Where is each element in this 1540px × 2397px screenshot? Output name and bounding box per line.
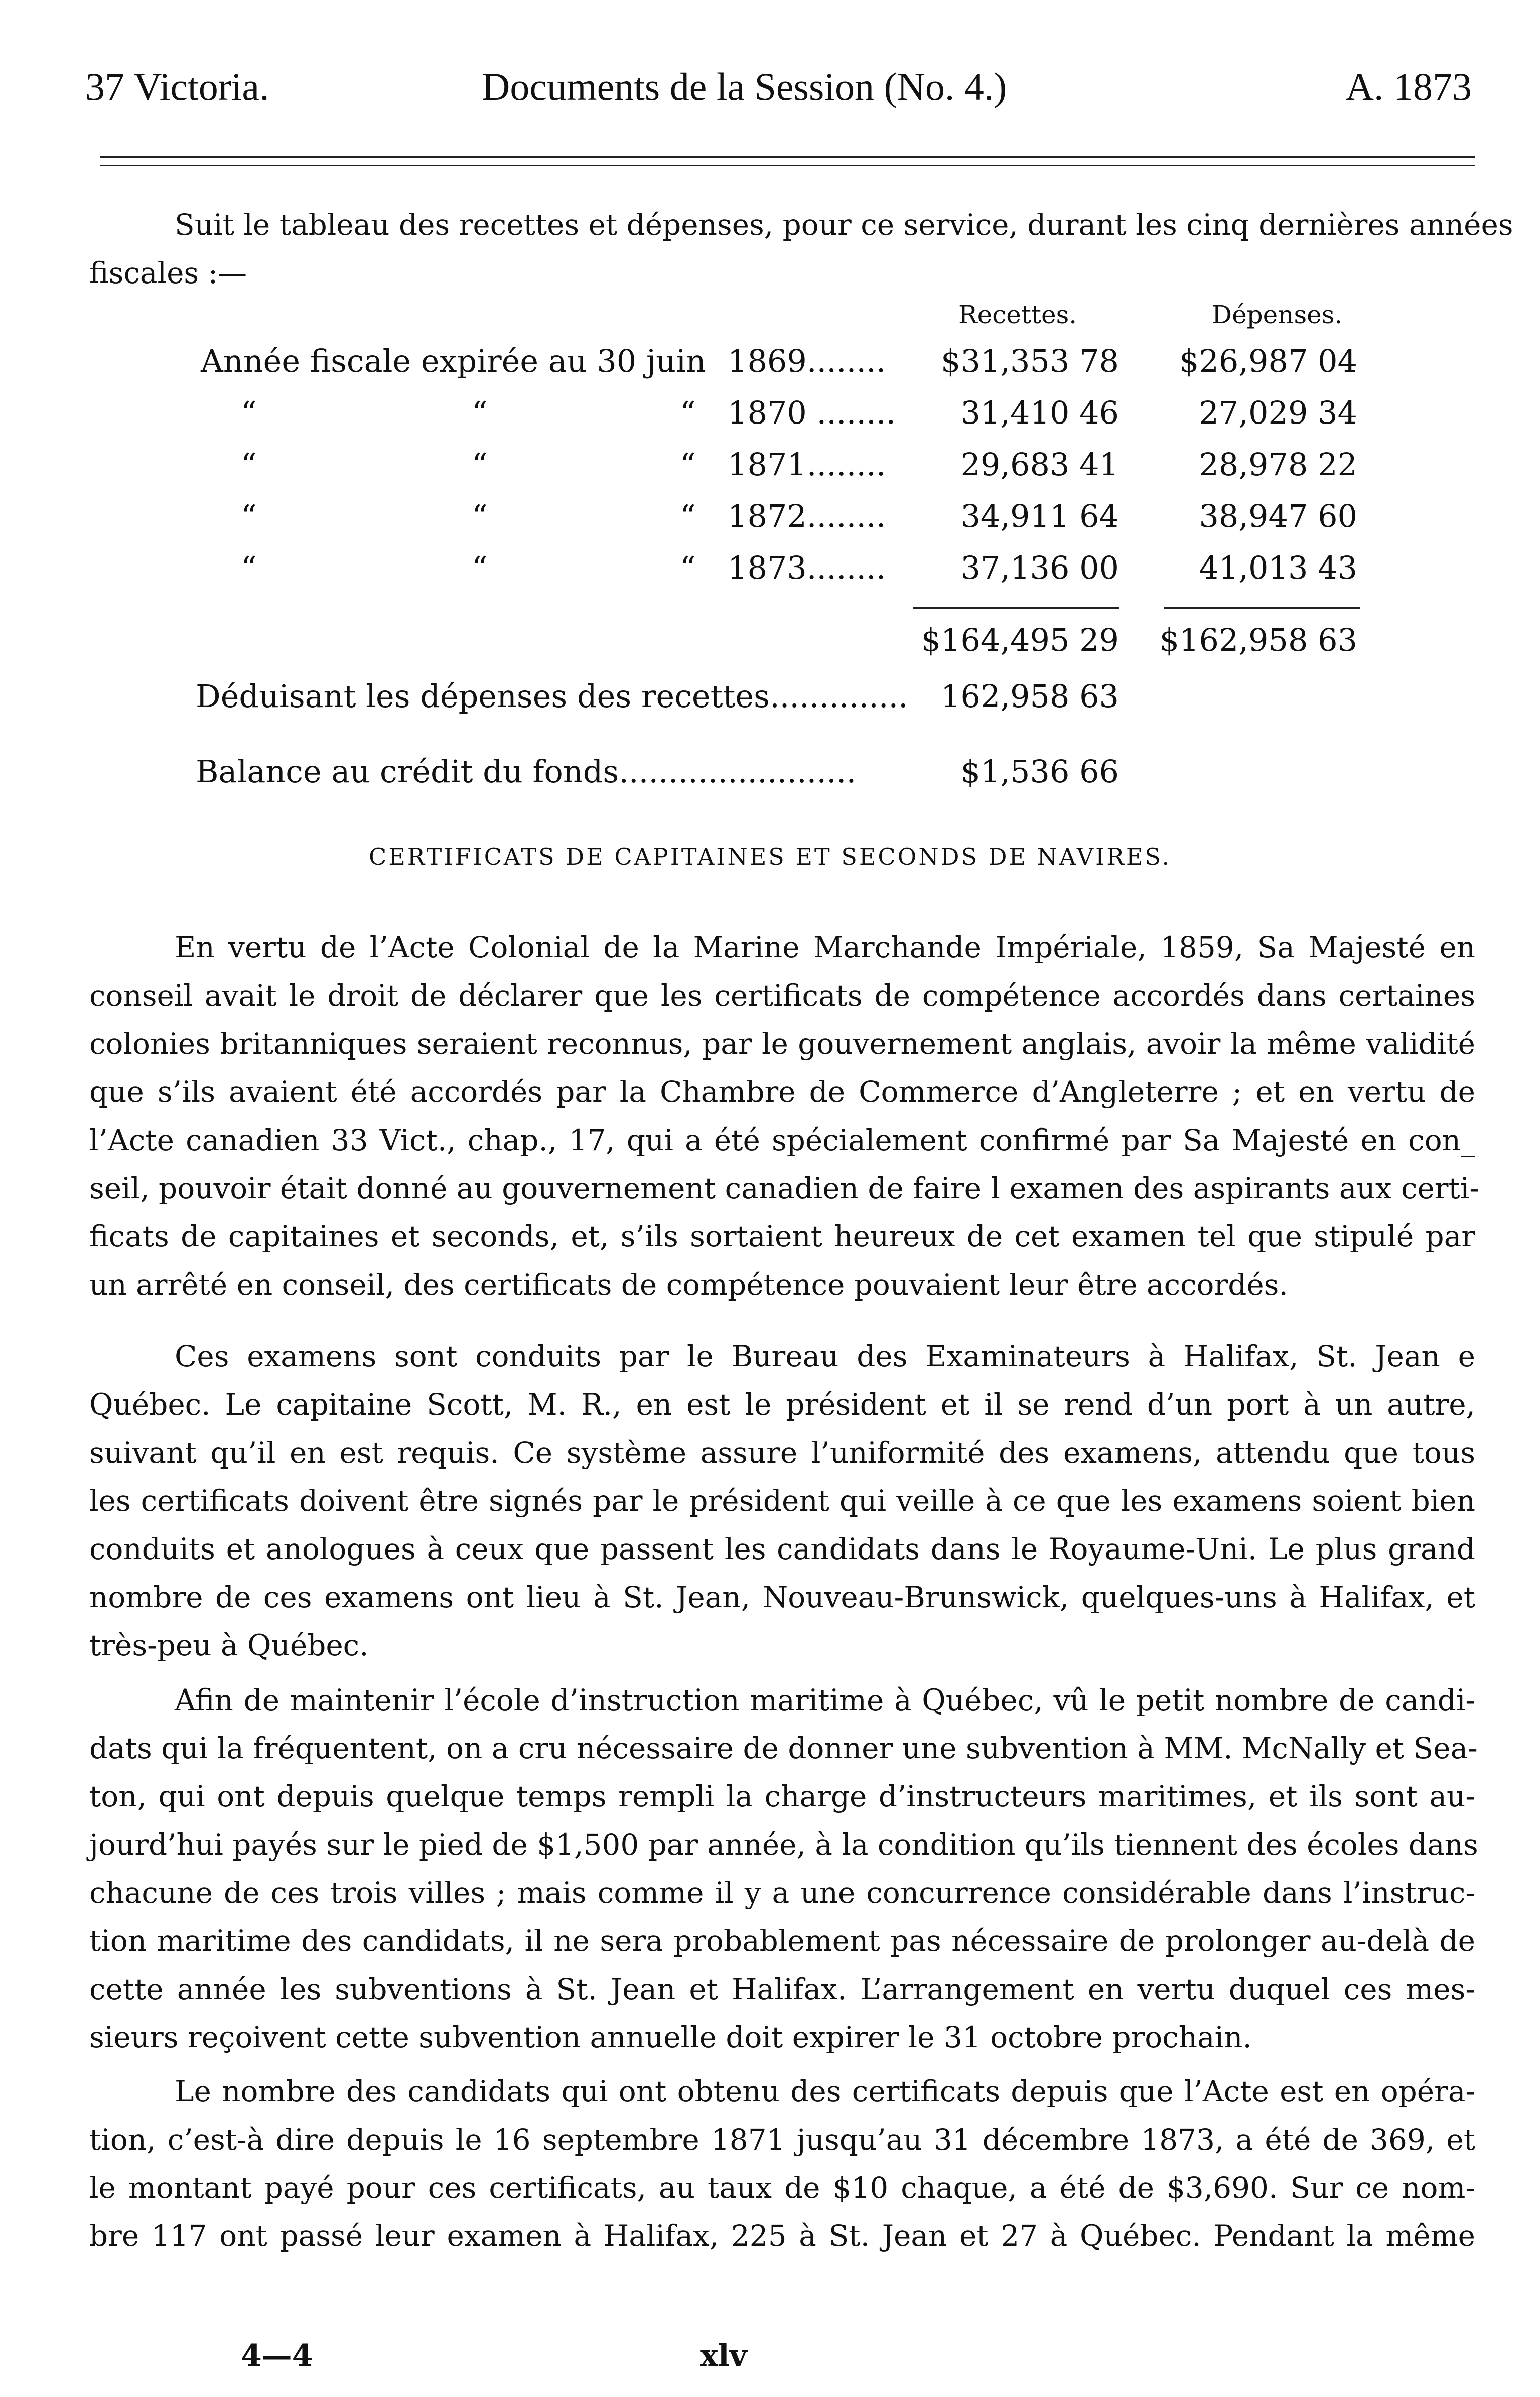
text-line: dats qui la fréquentent, on a cru nécessaire de donner une subvention à MM. McNally et Sea- <box>89 1731 1478 1765</box>
ditto-mark: “ <box>680 394 696 431</box>
deduction-value: 162,958 63 <box>941 678 1119 715</box>
ditto-mark: “ <box>680 549 696 586</box>
row-expenses: 38,947 60 <box>1199 498 1357 534</box>
text-line: ton, qui ont depuis quelque temps rempli la charge d’instructeurs maritimes, et ils sont au- <box>89 1779 1475 1813</box>
row-year: 1873........ <box>728 549 886 586</box>
text-line: fiscales :— <box>89 256 247 290</box>
text-line: colonies britanniques seraient reconnus, par le gouvernement anglais, avoir la même validité <box>89 1027 1475 1061</box>
text-line: En vertu de l’Acte Colonial de la Marine Marchande Impériale, 1859, Sa Majesté en <box>175 930 1475 964</box>
text-line: seil, pouvoir était donné au gouvernement canadien de faire l examen des aspirants aux certi- <box>89 1171 1479 1205</box>
header-volume: 37 Victoria. <box>85 65 269 108</box>
text-line: conseil avait le droit de déclarer que les certificats de compétence accordés dans certaines <box>89 978 1475 1013</box>
intro-paragraph <box>89 201 1513 297</box>
total-receipts: $164,495 29 <box>921 622 1119 658</box>
ditto-mark: “ <box>241 498 257 534</box>
row-receipts: $31,353 78 <box>941 343 1119 379</box>
text-line: le montant payé pour ces certificats, au taux de $10 chaque, a été de $3,690. Sur ce nom- <box>89 2171 1475 2205</box>
header-title: Documents de la Session (No. 4.) <box>482 65 1007 108</box>
ditto-mark: “ <box>472 446 488 483</box>
body-paragraph <box>89 923 1479 1309</box>
body-paragraph <box>89 1676 1478 2061</box>
row-receipts: 29,683 41 <box>960 446 1119 483</box>
text-line: jourd’hui payés sur le pied de $1,500 par année, à la condition qu’ils tiennent des écoles dans <box>89 1827 1478 1862</box>
row-expenses: 28,978 22 <box>1199 446 1357 483</box>
balance-value: $1,536 66 <box>960 753 1119 790</box>
body-paragraph <box>89 1332 1475 1669</box>
text-line: Ces examens sont conduits par le Bureau des Examinateurs à Halifax, St. Jean e <box>175 1339 1475 1373</box>
text-line: cette année les subventions à St. Jean et Halifax. L’arrangement en vertu duquel ces mes- <box>89 1972 1475 2006</box>
header-year: A. 1873 <box>1345 65 1472 108</box>
text-line: chacune de ces trois villes ; mais comme il y a une concurrence considérable dans l’instruc- <box>89 1876 1475 1910</box>
text-line: bre 117 ont passé leur examen à Halifax, 225 à St. Jean et 27 à Québec. Pendant la même <box>89 2219 1475 2253</box>
row-expenses: 41,013 43 <box>1199 549 1357 586</box>
ditto-mark: “ <box>680 446 696 483</box>
ditto-mark: “ <box>472 394 488 431</box>
deduction-label: Déduisant les dépenses des recettes.............. <box>196 678 908 715</box>
row-receipts: 34,911 64 <box>960 498 1119 534</box>
text-line: nombre de ces examens ont lieu à St. Jean, Nouveau-Brunswick, quelques-uns à Halifax, et <box>89 1580 1475 1614</box>
ditto-mark: “ <box>472 549 488 586</box>
text-line: que s’ils avaient été accordés par la Chambre de Commerce d’Angleterre ; et en vertu de <box>89 1075 1475 1109</box>
row-year: 1870 ........ <box>728 394 896 431</box>
balance-row <box>0 748 1540 796</box>
text-line: Afin de maintenir l’école d’instruction maritime à Québec, vû le petit nombre de candi- <box>175 1683 1475 1717</box>
header-rule <box>100 156 1475 158</box>
text-line: conduits et anologues à ceux que passent les candidats dans le Royaume-Uni. Le plus grand <box>89 1532 1475 1566</box>
sum-rule-expenses <box>1164 607 1360 609</box>
section-title: CERTIFICATS DE CAPITAINES ET SECONDS DE NAVIRES. <box>369 843 1171 870</box>
text-line: suivant qu’il en est requis. Ce système assure l’uniformité des examens, attendu que tous <box>89 1436 1475 1470</box>
row-expenses: $26,987 04 <box>1179 343 1357 379</box>
text-line: un arrêté en conseil, des certificats de compétence pouvaient leur être accordés. <box>89 1267 1288 1302</box>
text-line: ficats de capitaines et seconds, et, s’ils sortaient heureux de cet examen tel que stipulé par <box>89 1219 1475 1253</box>
text-line: Québec. Le capitaine Scott, M. R., en est le président et il se rend d’un port à un autre, <box>89 1387 1475 1422</box>
text-line: sieurs reçoivent cette subvention annuelle doit expirer le 31 octobre prochain. <box>89 2020 1252 2054</box>
text-line: l’Acte canadien 33 Vict., chap., 17, qui a été spécialement confirmé par Sa Majesté en con_ <box>89 1123 1475 1157</box>
row-receipts: 37,136 00 <box>960 549 1119 586</box>
total-expenses: $162,958 63 <box>1159 622 1357 658</box>
ditto-mark: “ <box>241 446 257 483</box>
ditto-mark: “ <box>680 498 696 534</box>
text-line: tion, c’est-à dire depuis le 16 septembre 1871 jusqu’au 31 décembre 1873, a été de 369, et <box>89 2123 1475 2157</box>
text-line: Suit le tableau des recettes et dépenses, pour ce service, durant les cinq dernières années <box>175 208 1513 242</box>
sum-rule-receipts <box>913 607 1119 609</box>
ditto-mark: “ <box>241 549 257 586</box>
row-label: Année fiscale expirée au 30 juin <box>201 343 706 379</box>
row-year: 1872........ <box>728 498 886 534</box>
row-year: 1869........ <box>728 343 886 379</box>
column-header-expenses: Dépenses. <box>1212 300 1343 329</box>
text-line: les certificats doivent être signés par le président qui veille à ce que les examens soient bien <box>89 1484 1475 1518</box>
text-line: tion maritime des candidats, il ne sera probablement pas nécessaire de prolonger au-delà de <box>89 1924 1475 1958</box>
ditto-mark: “ <box>241 394 257 431</box>
row-year: 1871........ <box>728 446 886 483</box>
text-line: Le nombre des candidats qui ont obtenu des certificats depuis que l’Acte est en opéra- <box>175 2074 1475 2108</box>
ditto-mark: “ <box>472 498 488 534</box>
page-number: xlv <box>700 2338 747 2373</box>
header-rule-thin <box>100 165 1475 166</box>
row-receipts: 31,410 46 <box>960 394 1119 431</box>
deduction-row <box>0 672 1540 721</box>
signature-mark: 4—4 <box>241 2338 313 2373</box>
balance-label: Balance au crédit du fonds........................ <box>196 753 857 790</box>
column-header-receipts: Recettes. <box>958 300 1077 329</box>
text-line: très-peu à Québec. <box>89 1628 369 1662</box>
row-expenses: 27,029 34 <box>1199 394 1357 431</box>
body-paragraph <box>89 2067 1475 2260</box>
